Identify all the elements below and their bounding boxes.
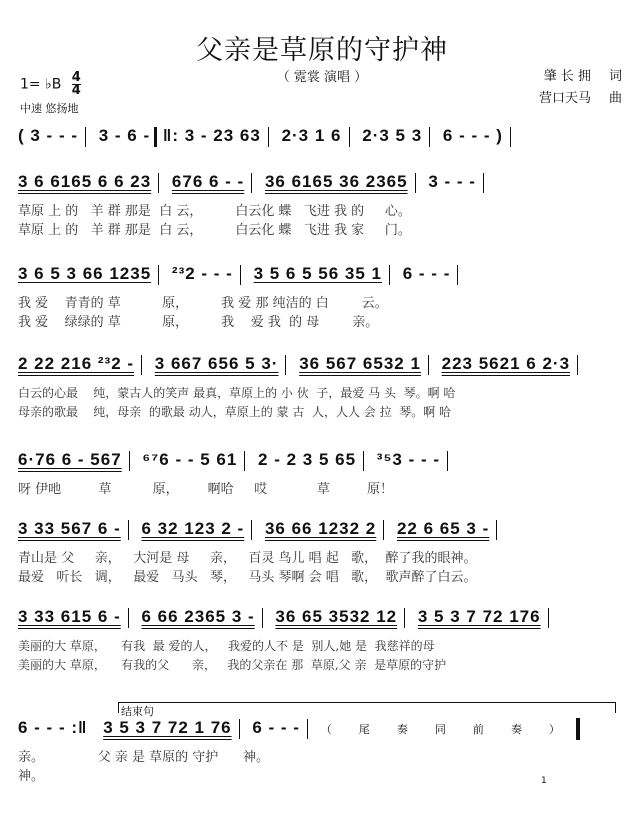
measure: 6 - - - — [402, 264, 451, 283]
barline — [251, 173, 252, 193]
composer-name: 营口天马 — [538, 91, 591, 106]
measure: 3 6 5 3 66 1235 — [18, 264, 152, 283]
lyrics-verse-1: 青山是 父 亲， 大河是 母 亲， 百灵 鸟儿 唱 起 歌， 醉了我的眼神。 — [18, 551, 477, 566]
measure: 676 6 - - — [171, 172, 245, 191]
notes-line — [18, 126, 630, 156]
measure: ²³2 - - - — [171, 264, 233, 283]
staff-row — [18, 354, 630, 422]
measure: ³⁵3 - - - — [376, 450, 441, 469]
ending-label: 结束句 — [121, 705, 154, 718]
measure: 2·3 1 6 — [281, 126, 342, 145]
staff-row — [18, 172, 630, 240]
measure: 3 5 6 5 56 35 1 — [253, 264, 383, 283]
notes-line — [18, 607, 630, 637]
measure: 6 - - - :‖ — [18, 718, 88, 738]
barline — [307, 719, 308, 739]
measure: 6 32 123 2 - — [141, 519, 245, 538]
barline — [483, 173, 484, 193]
measure: 2 22 216 ²³2 - — [18, 354, 135, 373]
measure: 6 - - - ) — [442, 126, 503, 145]
lyrics-verse-2: 我 爱 绿绿的 草 原， 我 爱 我 的 母 亲。 — [18, 315, 379, 330]
page-mark: 1 — [541, 776, 547, 786]
barline — [389, 265, 390, 285]
measure: 36 567 6532 1 — [299, 354, 421, 373]
measure: 3 - 6 - — [98, 126, 151, 145]
barline — [268, 127, 269, 147]
barline — [429, 127, 430, 147]
measure: 36 66 1232 2 — [264, 519, 377, 538]
lyricist-credit — [521, 66, 622, 88]
barline — [85, 127, 86, 147]
barline — [244, 451, 245, 471]
barline — [404, 608, 405, 628]
staff-row — [18, 519, 630, 587]
notes-line — [18, 264, 630, 294]
notes-line — [18, 354, 630, 384]
measure: 2 - 2 3 5 65 — [258, 450, 357, 469]
lyrics-verse-2: 母亲的歌最 纯，母亲 的歌最 动人，草原上的 蒙 古 人，人人 会 拉 琴。啊 哈 — [18, 405, 452, 419]
measure: 3 6 6165 6 6 23 — [18, 172, 152, 191]
barline — [548, 608, 549, 628]
key-label: 1= ♭B — [20, 76, 62, 93]
measure: 3 33 567 6 - — [18, 519, 121, 538]
barline — [129, 451, 130, 471]
barline — [447, 451, 448, 471]
staff-row — [18, 450, 630, 499]
lyricist-role: 词 — [608, 69, 622, 84]
measure: 22 6 65 3 - — [396, 519, 490, 538]
lyrics-verse-1: 亲。 父 亲 是 草原的 守护 神。 — [18, 750, 270, 765]
composer-role: 曲 — [608, 91, 622, 106]
key-signature — [20, 72, 81, 97]
measure: 3 - - - — [428, 172, 476, 191]
lyrics-verse-2: 神。 — [18, 769, 45, 784]
credits — [521, 66, 622, 110]
measure: 6·76 6 - 567 — [18, 450, 122, 469]
barline — [457, 265, 458, 285]
barline — [128, 608, 129, 628]
measure: ‖: 3 - 23 63 — [162, 126, 261, 145]
barline — [262, 608, 263, 628]
song-title: 父亲是草原的守护神 — [196, 35, 448, 66]
barline — [158, 265, 159, 285]
barline — [415, 173, 416, 193]
measure: 223 5621 6 2·3 — [441, 354, 571, 373]
measure: 3 5 3 7 72 176 — [417, 607, 541, 626]
measure: 2·3 5 3 — [362, 126, 423, 145]
time-signature — [72, 72, 81, 97]
measure: 6 66 2365 3 - — [141, 607, 255, 626]
lyrics-verse-1: 美丽的大 草原， 有我 最 爱的人， 我爱的人不 是 别人,她 是 我慈祥的母 — [18, 639, 435, 653]
barline — [383, 520, 384, 540]
staff-row — [18, 264, 630, 332]
notes-line — [18, 519, 630, 549]
repeat-start — [154, 127, 157, 147]
measure: ( 3 - - - — [18, 126, 78, 145]
notes-line — [18, 172, 630, 202]
notes-line — [18, 718, 630, 748]
lyrics-verse-2: 最爱 听长 调， 最爱 马头 琴， 马头 琴啊 会 唱 歌， 歌声醉了白云。 — [18, 570, 477, 585]
barline — [141, 355, 142, 375]
time-sig-top: 4 — [71, 70, 81, 85]
final-barline — [576, 718, 580, 740]
measure: ⁶⁷6 - - 5 61 — [142, 450, 238, 469]
lyrics-verse-1: 草原 上 的 羊 群 那是 白 云， 白云化 蝶 飞进 我 的 心。 — [18, 204, 411, 219]
lyrics-verse-2: 草原 上 的 羊 群 那是 白 云， 白云化 蝶 飞进 我 家 门。 — [18, 223, 411, 238]
notes-line — [18, 450, 630, 480]
outro-note: （ 尾 奏 同 前 奏 ） — [320, 724, 573, 737]
lyrics-verse-2: 美丽的大 草原， 有我的父 亲， 我的父亲在 那 草原,父 亲 是草原的守护 — [18, 658, 447, 672]
staff-row-ending — [18, 718, 630, 786]
measure: 3 33 615 6 - — [18, 607, 121, 626]
barline — [239, 719, 240, 739]
lyricist-name: 肇 长 拥 — [543, 69, 591, 84]
barline — [251, 520, 252, 540]
measure: 3 667 656 5 3· — [154, 354, 279, 373]
lyrics-verse-1: 白云的心最 纯，蒙古人的笑声 最真，草原上的 小 伙 子，最爱 马 头 琴。啊 哈 — [18, 386, 456, 400]
barline — [240, 265, 241, 285]
measure: 3 5 3 7 72 1 76 — [103, 718, 232, 738]
lyrics-verse-1: 我 爱 青青的 草 原， 我 爱 那 纯洁的 白 云。 — [18, 296, 388, 311]
barline — [577, 355, 578, 375]
staff-row — [18, 607, 630, 675]
staff-row-intro — [18, 126, 630, 156]
barline — [510, 127, 511, 147]
measure: 36 65 3532 12 — [275, 607, 398, 626]
measure: 6 - - - — [252, 718, 300, 738]
barline — [496, 520, 497, 540]
barline — [285, 355, 286, 375]
measure: 36 6165 36 2365 — [264, 172, 408, 191]
barline — [363, 451, 364, 471]
barline — [349, 127, 350, 147]
composer-credit — [521, 88, 622, 110]
barline — [158, 173, 159, 193]
ending-bracket — [118, 702, 616, 713]
time-sig-bottom: 4 — [71, 83, 81, 98]
barline — [428, 355, 429, 375]
performer-credit: （ 霓裳 演唱 ） — [276, 70, 368, 85]
barline — [128, 520, 129, 540]
lyrics-verse-1: 呀 伊吔 草 原， 啊哈 哎 草 原！ — [18, 482, 394, 497]
tempo-marking: 中速 悠扬地 — [20, 102, 79, 115]
